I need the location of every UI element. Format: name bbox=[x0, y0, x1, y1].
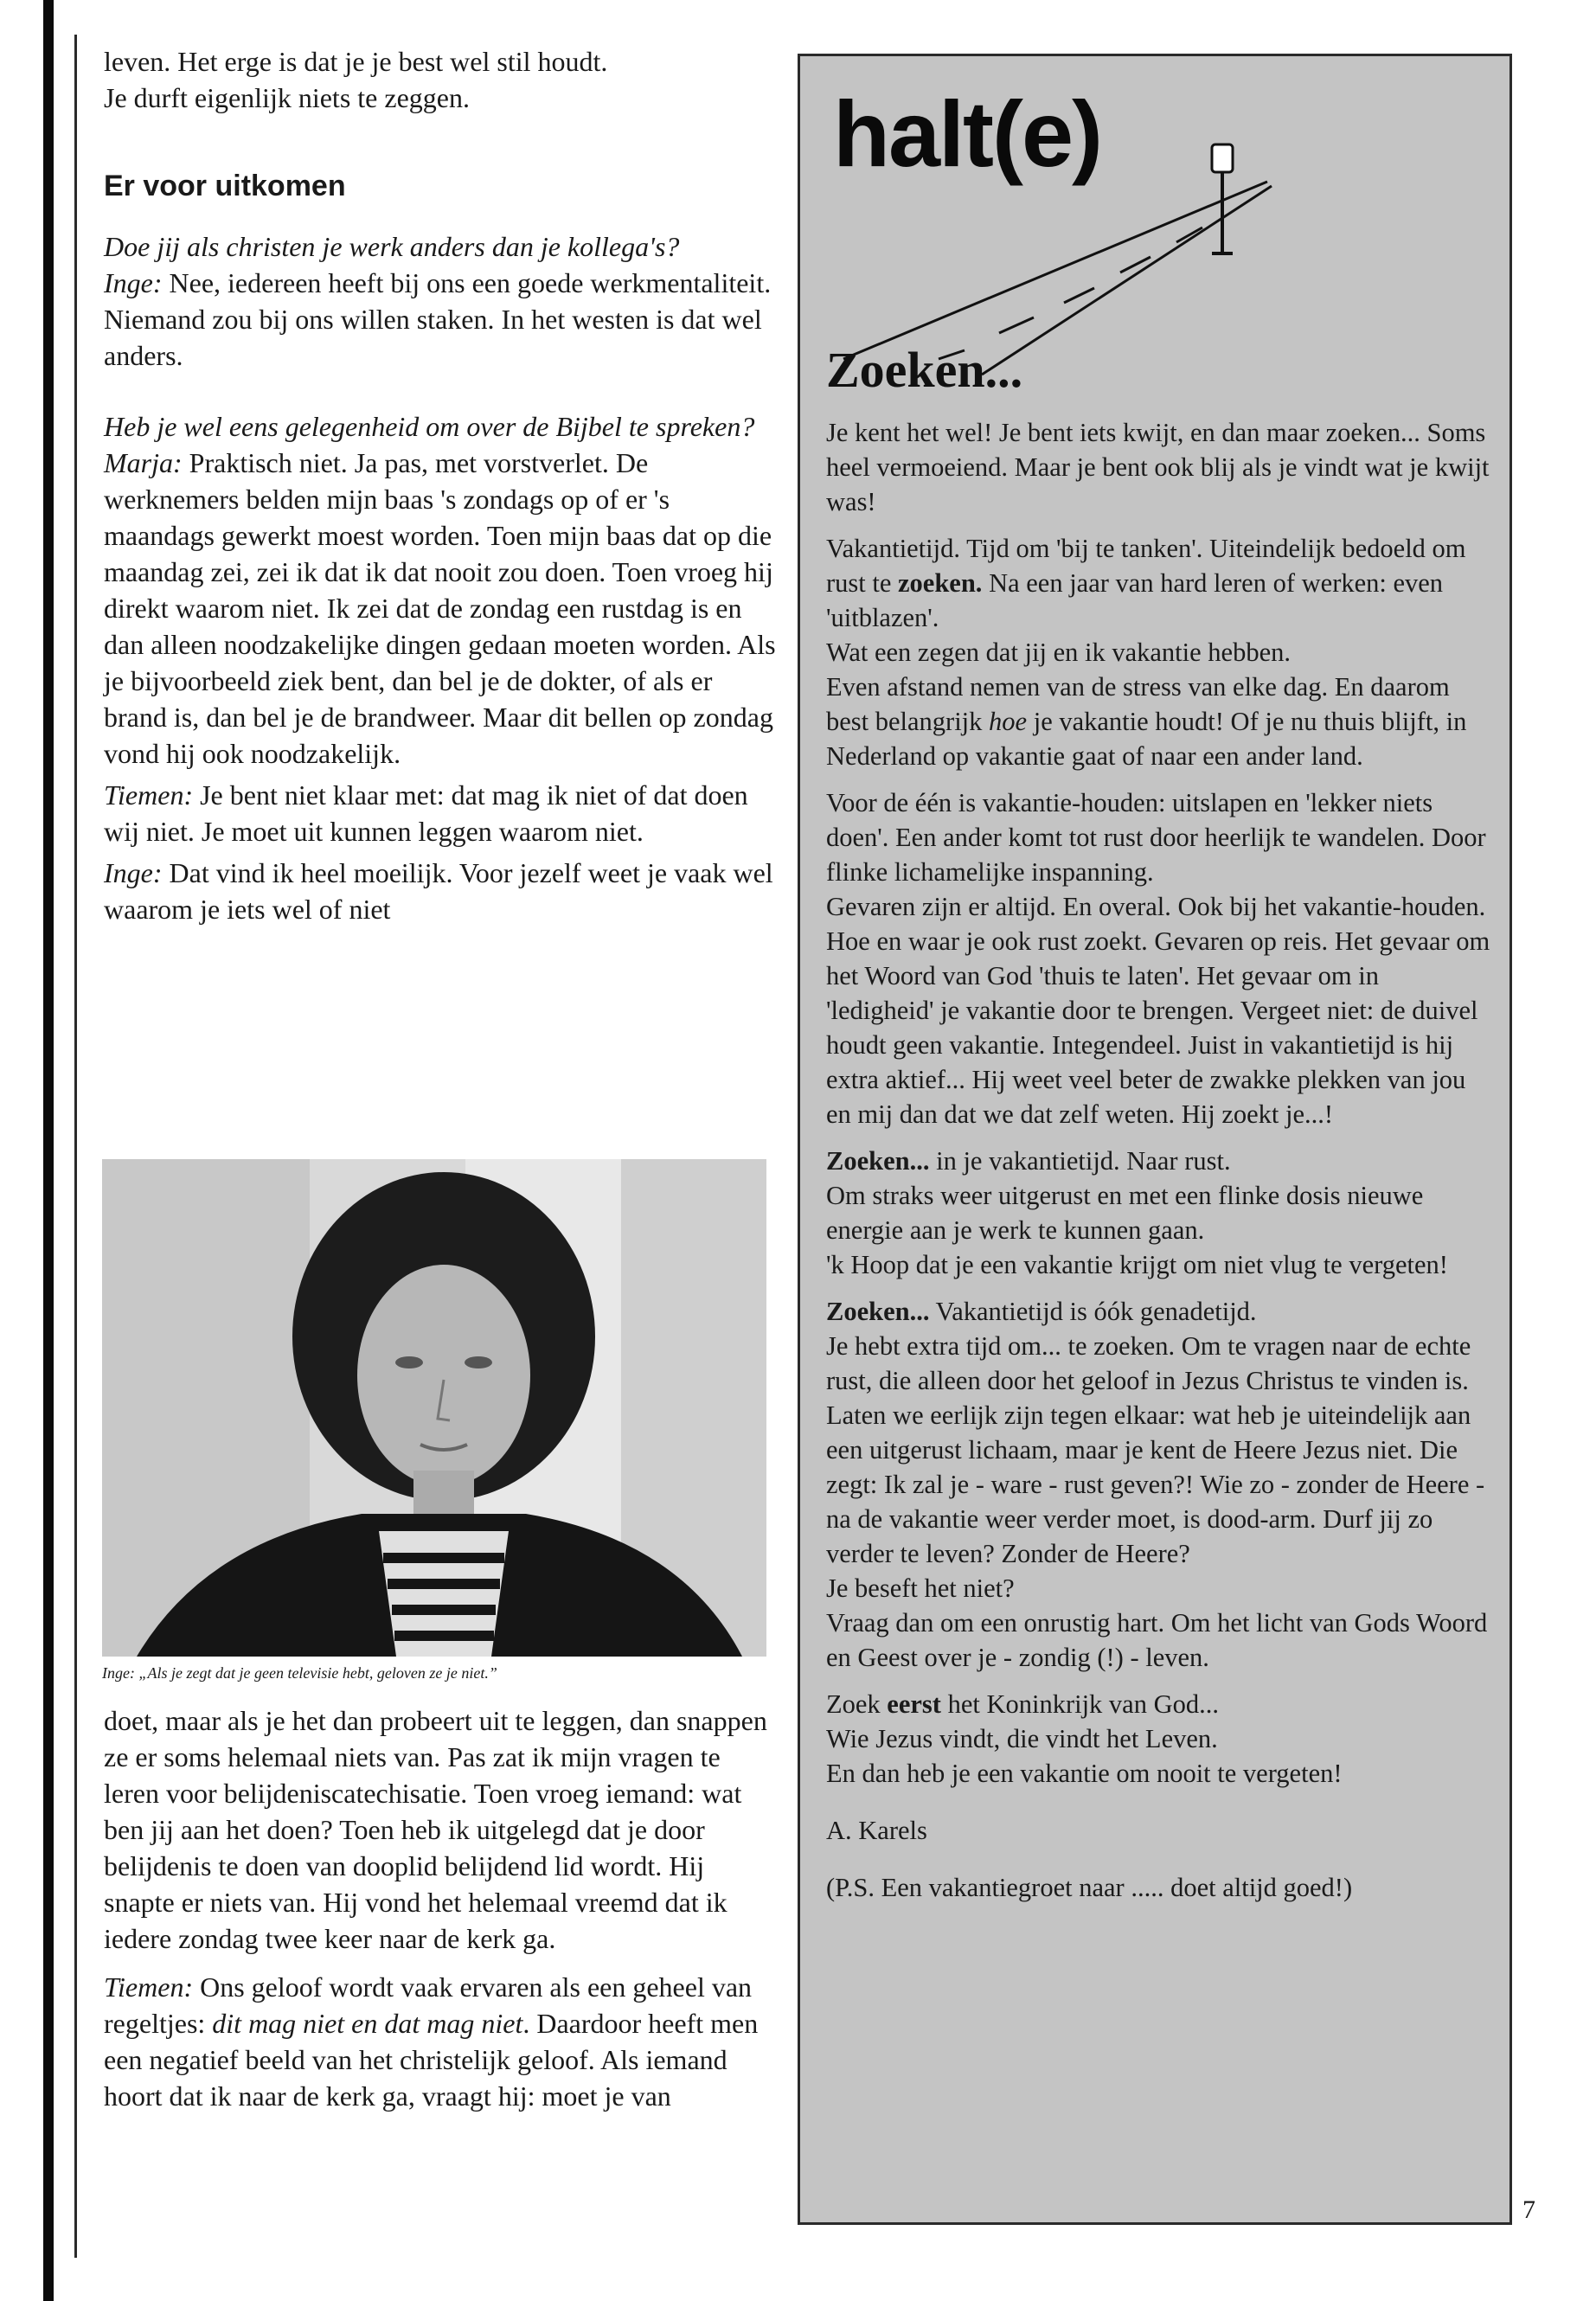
paragraph: Voor de één is vakantie-houden: uitslapen en 'lekker niets doen'. Een ander komt tot rust door heerlijk te wandelen. Door flinke lichamelijke inspanning. bbox=[826, 788, 1486, 887]
paragraph: Je hebt extra tijd om... te zoeken. Om te vragen naar de echte rust, die alleen door het geloof in Jezus Christus te vinden is. Laten we eerlijk zijn tegen elkaar: wat heb je uiteindelijk aan een uitgerust lichaam, maar je kent de Heere Jezus niet. Die zegt: Ik zal je - ware - rust geven?! Wie zo - zonder de Heere - na de vakantie weer verder moet, is dood-arm. Durf jij zo verder te leven? Zonder de Heere? bbox=[826, 1331, 1485, 1568]
paragraph: Je kent het wel! Je bent iets kwijt, en dan maar zoeken... Soms heel vermoeiend. Maar je bent ook blij als je vindt wat je kwijt was! bbox=[826, 418, 1490, 516]
emphasis: hoe bbox=[989, 707, 1028, 736]
section-heading: Er voor uitkomen bbox=[104, 170, 346, 202]
text: Zoek bbox=[826, 1689, 888, 1719]
paragraph: Wat een zegen dat jij en ik vakantie hebben. bbox=[826, 638, 1291, 667]
portrait-photo bbox=[102, 1159, 766, 1657]
paragraph bbox=[826, 1144, 1492, 1178]
speaker-name: Tiemen: bbox=[104, 779, 194, 811]
text: Even afstand nemen van de stress van elke dag. En daarom best belangrijk bbox=[826, 672, 1450, 736]
left-margin-rule bbox=[74, 35, 77, 2258]
text: Vakantietijd is óók genadetijd. bbox=[929, 1297, 1257, 1326]
intro-line-1: leven. Het erge is dat je je best wel stil houdt. bbox=[104, 46, 608, 77]
answer-1 bbox=[104, 265, 779, 374]
speaker-name: Tiemen: bbox=[104, 1971, 194, 2003]
paragraph bbox=[826, 1687, 1492, 1721]
column-body bbox=[826, 415, 1492, 1905]
paragraph bbox=[826, 1294, 1492, 1329]
text: je vakantie houdt! Of je nu thuis blijft, in Nederland op vakantie gaat of naar een ander land. bbox=[826, 707, 1467, 771]
answer-text: Dat vind ik heel moeilijk. Voor jezelf weet je vaak wel waarom je iets wel of niet bbox=[104, 857, 773, 925]
text: in je vakantietijd. Naar rust. bbox=[929, 1146, 1231, 1176]
paragraph bbox=[826, 670, 1492, 773]
answer-text: Praktisch niet. Ja pas, met vorstverlet. De werknemers belden mijn baas 's zondags op of er 's maandags gewerkt moest worden. Toen mijn baas dat op die maandag zei, zei ik dat ik dat nooit zou doen. Toen vroeg hij direkt waarom niet. Ik zei dat de zondag een rustdag is en dan alleen noodzakelijke dingen gedaan moeten worden. Als je bijvoorbeeld ziek bent, dan bel je de dokter, of als er brand is, dan bel je de brandweer. Maar dit bellen op zondag vond hij ook noodzakelijk. bbox=[104, 447, 776, 769]
left-column-top bbox=[104, 43, 779, 927]
answer-text: Nee, iedereen heeft bij ons een goede werkmentaliteit. Niemand zou bij ons willen staken. In het westen is dat wel anders. bbox=[104, 267, 772, 371]
answer-italic: dit mag niet en dat mag niet bbox=[212, 2008, 523, 2039]
emphasis: zoeken. bbox=[898, 568, 983, 598]
question-1: Doe jij als christen je werk anders dan je kollega's? bbox=[104, 231, 680, 262]
emphasis: Zoeken... bbox=[826, 1146, 930, 1176]
paragraph: Je beseft het niet? bbox=[826, 1574, 1015, 1603]
text: het Koninkrijk van God... bbox=[940, 1689, 1219, 1719]
speaker-name: Marja: bbox=[104, 447, 183, 478]
postscript: (P.S. Een vakantiegroet naar ..... doet altijd goed!) bbox=[826, 1873, 1353, 1902]
photo-caption: Inge: „Als je zegt dat je geen televisie hebt, geloven ze je niet.” bbox=[102, 1664, 497, 1682]
speaker-name: Inge: bbox=[104, 267, 163, 298]
paragraph: Vraag dan om een onrustig hart. Om het licht van Gods Woord en Geest over je - zondig (!) - leven. bbox=[826, 1608, 1488, 1672]
left-column-bottom bbox=[104, 1702, 779, 2114]
column-title: Zoeken... bbox=[826, 342, 1023, 398]
paragraph: Gevaren zijn er altijd. En overal. Ook bij het vakantie-houden. Hoe en waar je ook rust zoekt. Gevaren op reis. Het gevaar om het Woord van God 'thuis te laten'. Het gevaar om in 'ledigheid' je vakantie door te brengen. Vergeet niet: de duivel houdt geen vakantie. Integendeel. Juist in vakantietijd is hij extra aktief... Hij weet veel beter de zwakke plekken van jou en mij dan dat we dat zelf weten. Hij zoekt je...! bbox=[826, 892, 1490, 1129]
paragraph bbox=[826, 531, 1492, 635]
halte-column-box bbox=[798, 54, 1512, 2225]
emphasis: eerst bbox=[887, 1689, 941, 1719]
answer-text: Je bent niet klaar met: dat mag ik niet of dat doen wij niet. Je moet uit kunnen leggen waarom niet. bbox=[104, 779, 748, 847]
paragraph: Wie Jezus vindt, die vindt het Leven. bbox=[826, 1724, 1218, 1753]
text: Vakantietijd. Tijd om 'bij te tanken'. Uiteindelijk bedoeld om rust te bbox=[826, 534, 1466, 598]
answer-5 bbox=[104, 1969, 779, 2114]
answer-2 bbox=[104, 445, 779, 772]
paragraph: Om straks weer uitgerust en met een flinke dosis nieuwe energie aan je werk te kunnen gaan. bbox=[826, 1181, 1424, 1245]
speaker-name: Inge: bbox=[104, 857, 163, 888]
answer-text: Ons geloof wordt vaak ervaren als een geheel van regeltjes: bbox=[104, 1971, 753, 2039]
author: A. Karels bbox=[826, 1816, 927, 1845]
portrait-illustration bbox=[102, 1159, 766, 1657]
page-edge bbox=[43, 0, 54, 2301]
continued-paragraph: doet, maar als je het dan probeert uit te leggen, dan snappen ze er soms helemaal niets van. Pas zat ik mijn vragen te leren voor belijdeniscatechisatie. Toen vroeg iemand: wat ben jij aan het doen? Toen heb ik uitgelegd dat je door belijdenis te doen van dooplid belijdend lid wordt. Hij snapte er niets van. Hij vond het helemaal vreemd dat ik iedere zondag twee keer naar de kerk ga. bbox=[104, 1705, 767, 1954]
halte-logo: halt(e) bbox=[833, 81, 1101, 186]
question-2: Heb je wel eens gelegenheid om over de Bijbel te spreken? bbox=[104, 411, 755, 442]
answer-3 bbox=[104, 777, 779, 849]
emphasis: Zoeken... bbox=[826, 1297, 930, 1326]
answer-4 bbox=[104, 855, 779, 927]
paragraph: 'k Hoop dat je een vakantie krijgt om niet vlug te vergeten! bbox=[826, 1250, 1448, 1279]
paragraph: En dan heb je een vakantie om nooit te vergeten! bbox=[826, 1759, 1343, 1788]
text: Na een jaar van hard leren of werken: even 'uitblazen'. bbox=[826, 568, 1444, 632]
answer-text: . Daardoor heeft men een negatief beeld van het christelijk geloof. Als iemand hoort dat ik naar de kerk ga, vraagt hij: moet je van bbox=[104, 2008, 759, 2112]
intro-line-2: Je durft eigenlijk niets te zeggen. bbox=[104, 82, 470, 113]
page-number: 7 bbox=[1522, 2195, 1535, 2224]
